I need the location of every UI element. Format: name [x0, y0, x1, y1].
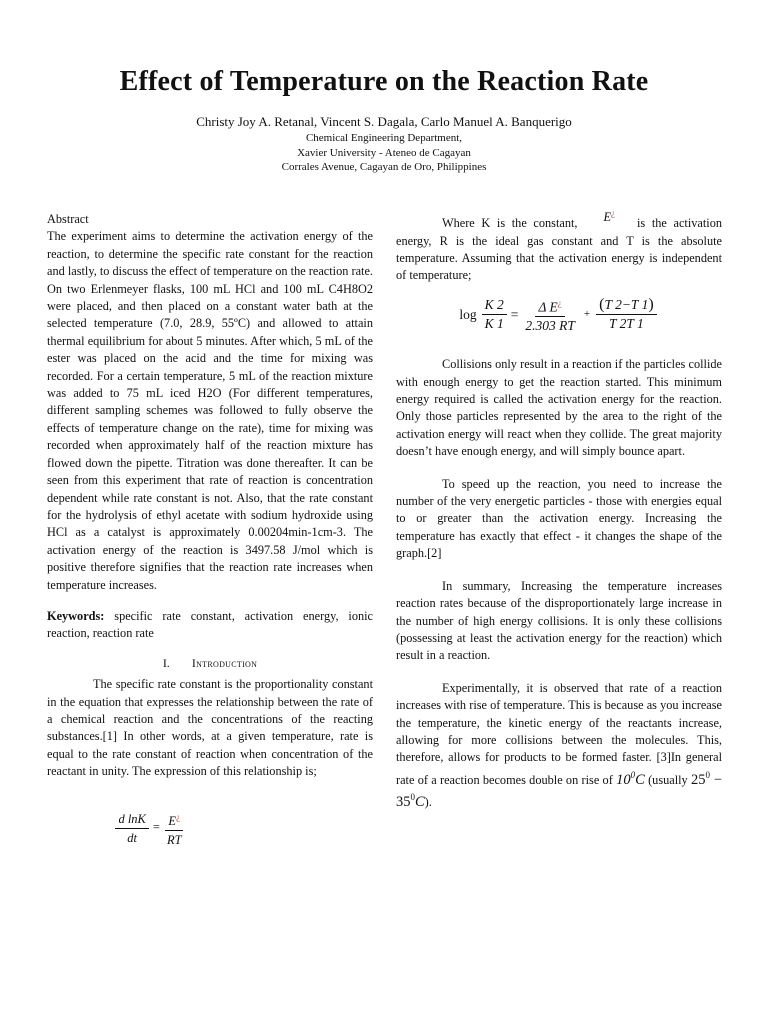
temperature-rise	[616, 769, 645, 788]
affiliation-line: Xavier University - Ateneo de Cagayan	[297, 146, 471, 159]
fraction	[522, 295, 578, 335]
fraction	[596, 297, 657, 332]
fraction-numerator	[596, 297, 657, 315]
range-dash: −	[713, 771, 723, 788]
paper-title: Effect of Temperature on the Reaction Rate	[119, 66, 649, 97]
equation-rate-constant	[47, 809, 373, 848]
temperature-difference: T 2−T 1	[604, 296, 649, 312]
where-text-a: Where K is the constant,	[442, 216, 578, 231]
plus-sign: +	[583, 307, 591, 320]
keywords-text: specific rate constant, activation energy, ionic reaction, reaction rate	[47, 608, 374, 641]
degree-sup: 0	[410, 791, 415, 802]
keywords-label: Keywords:	[47, 608, 105, 623]
render-mark: ¿	[176, 811, 181, 822]
energy-letter: E	[603, 210, 611, 225]
fraction-numerator	[165, 809, 183, 831]
equation-arrhenius-log	[396, 295, 722, 335]
fraction-denominator: 2.303 RT	[525, 318, 575, 334]
fraction-denominator: T 2T 1	[608, 315, 644, 331]
experimental-text: Experimentally, it is observed that rate of a reaction increases with rise of temperature. This is because as you increase the temperature, the kinetic energy of the reactants increase, allowing for more collisions between the molecules. This, therefore, allows for products to be formed faster. [3]In general rate of a reaction becomes double on rise of	[396, 680, 722, 787]
paragraph-end: ).	[424, 794, 432, 809]
range-end: 35	[396, 793, 411, 810]
where-text-b: is the activation energy, R is the ideal gas constant and T is the absolute temperature. Assuming that the activation energy is independent of temperature;	[396, 216, 722, 283]
section-heading-introduction	[47, 655, 373, 672]
fraction-numerator	[535, 295, 564, 318]
abstract-heading: Abstract	[47, 212, 89, 226]
degree-sup: 0	[630, 769, 636, 780]
activation-energy-symbol: E	[168, 813, 177, 828]
collisions-paragraph: Collisions only result in a reaction if the particles collide with enough energy to get the reaction started. This minimum energy required is called the activation energy for the reaction. Only those particles represented by the area to the right of the activation energy will react when they collide. The great majority doesn’t have enough energy, and will simply bounce apart.	[396, 357, 722, 459]
fraction	[115, 811, 148, 846]
abstract-text: The experiment aims to determine the activation energy of the reaction, to determine the specific rate constant for the reaction and lastly, to discuss the effect of temperature on the reaction rate. On two Erlenmeyer flasks, 100 mL HCl and 100 mL C4H8O2 were placed, and then placed on a constant water bath at the selected temperature (7.0, 28.9, 55ºC) and allowed to attain thermal equilibrium for about 5 minutes. After which, 5 mL of the ester was placed on the acid and the time for mixing was recorded. For a certain temperature, 5 mL of the reaction mixture was added to 75 mL iced H2O (For different temperatures, different sampling schemes was followed to fully observe the effects of temperature change on the rate), time for mixing was recorded when approximately half of the reaction mixture has flowed down the pipette. Titration was done thereafter. It can be seen from this experiment that rate of reaction is concentration dependent while rate constant is not. Also, that the rate constant for the hydrolysis of ethyl acetate with sodium hydroxide using HCl as a catalyst is approximately 0.00204min-1cm-3. The activation energy of the reaction is 3497.58 J/mol which is positive therefore signifies that the reaction rate increases when temperature increases.	[47, 229, 373, 592]
left-column	[47, 211, 373, 848]
experimental-paragraph	[396, 680, 722, 812]
author-list: Christy Joy A. Retanal, Vincent S. Dagala, Carlo Manuel A. Banquerigo	[196, 114, 572, 129]
intro-paragraph: The specific rate constant is the proportionality constant in the equation that expresses the relationship between the rate of a chemical reaction and the concentrations of the reacting substances.[1] In other words, at a given temperature, rate is equal to the rate constant of reaction when concentration of the reactant in unity. The expression of this relationship is;	[47, 677, 373, 779]
keywords	[47, 608, 373, 643]
left-paren: (	[599, 295, 605, 313]
equals-sign: =	[152, 820, 160, 835]
render-mark: ¿	[611, 208, 615, 218]
affiliation-line: Corrales Avenue, Cagayan de Oro, Philippines	[281, 161, 487, 173]
render-mark: ¿	[557, 297, 562, 308]
affiliation-line: Chemical Engineering Department,	[305, 132, 463, 144]
fraction-denominator: K 1	[484, 315, 504, 331]
temp-value: 10	[616, 771, 631, 788]
where-paragraph	[396, 208, 722, 285]
range-start: 25	[691, 771, 706, 788]
degree-sup: 0	[705, 769, 710, 780]
temp-unit: C	[635, 771, 645, 788]
log-operator: log	[459, 306, 477, 322]
equals-sign: =	[510, 306, 519, 322]
section-number: I.	[162, 655, 170, 670]
right-column	[396, 208, 723, 811]
temp-unit: C	[415, 793, 425, 810]
summary-paragraph: In summary, Increasing the temperature increases reaction rates because of the disproportionately large increase in the number of high energy collisions. It is only these collisions (possessing at least the activation energy for the reaction) which result in a reaction.	[396, 578, 722, 663]
delta-energy: Δ E	[538, 299, 558, 315]
fraction-numerator: K 2	[482, 297, 507, 315]
fraction-denominator: RT	[166, 832, 182, 847]
section-title: Introduction	[191, 655, 258, 670]
affiliation	[0, 131, 768, 175]
right-paren: )	[648, 295, 654, 313]
fraction-numerator: d lnK	[115, 811, 148, 829]
fraction	[164, 809, 185, 848]
fraction	[482, 297, 507, 332]
speed-paragraph: To speed up the reaction, you need to increase the number of the very energetic particles - those with energies equal to or greater than the activation energy. Increasing the temperature has exactly that effect - it changes the shape of the graph.[2]	[396, 476, 722, 561]
activation-energy-symbol	[603, 210, 615, 224]
fraction-denominator: dt	[127, 830, 138, 845]
usually-text: (usually	[648, 772, 688, 787]
